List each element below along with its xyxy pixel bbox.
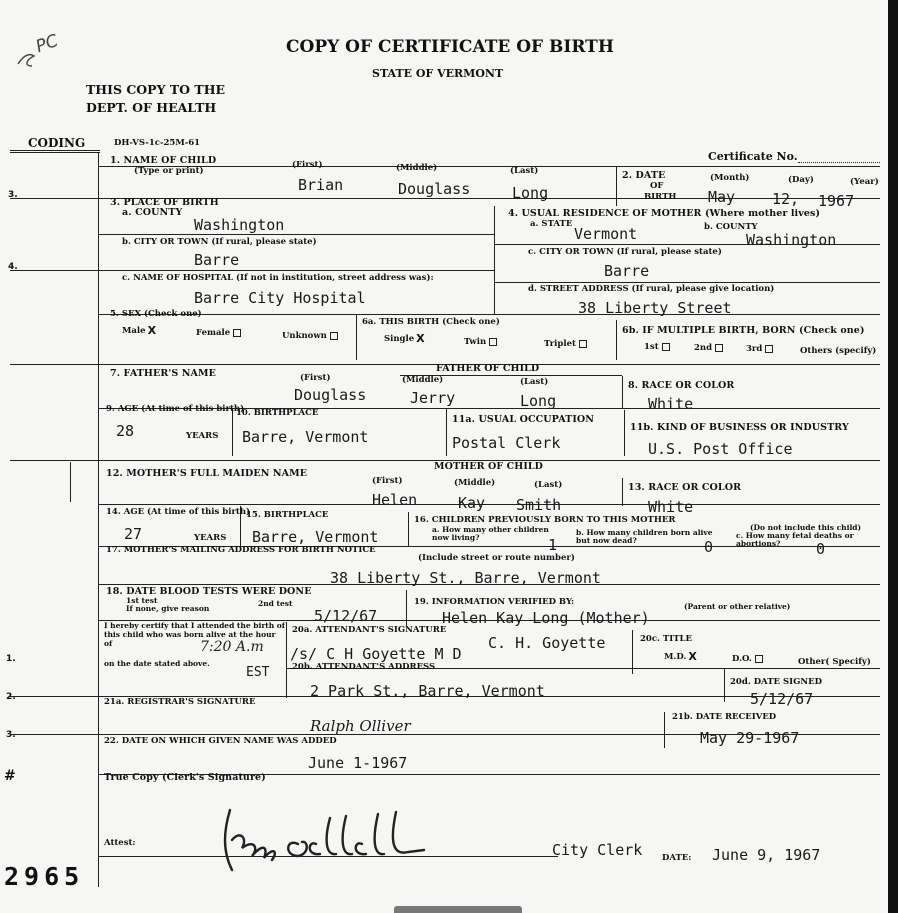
registrar-signature: Ralph Olliver <box>310 717 411 735</box>
father-age: 28 <box>116 422 135 440</box>
date-signed: 5/12/67 <box>750 690 814 708</box>
checkbox-icon <box>579 340 587 348</box>
label-industry: 11b. KIND OF BUSINESS OR INDUSTRY <box>630 422 849 433</box>
label-mother-middle: (Middle) <box>454 478 496 488</box>
label-children-dead: b. How many children born alive but now dead? <box>576 528 713 545</box>
label-name-of-child: 1. NAME OF CHILD <box>110 155 217 166</box>
rule <box>446 408 447 456</box>
mother-section-header: MOTHER OF CHILD <box>434 461 544 472</box>
label-year: (Year) <box>850 177 879 187</box>
label-mother-birthplace: 15. BIRTHPLACE <box>246 510 329 520</box>
name-added-date: June 1-1967 <box>308 754 408 772</box>
label-type-print: (Type or print) <box>134 166 204 176</box>
label-attest: Attest: <box>104 838 136 848</box>
label-none-reason: If none, give reason <box>126 604 210 613</box>
certificate-no-line <box>798 162 880 163</box>
title-do-label: D.O. <box>732 654 752 664</box>
rule <box>98 314 880 315</box>
sex-unknown <box>282 331 338 341</box>
children-dead: 0 <box>704 538 714 556</box>
birth-single-label: Single <box>384 334 415 344</box>
copy-to-line2: DEPT. OF HEALTH <box>86 100 217 115</box>
side-mark: 1. <box>6 654 16 664</box>
sex-unknown-label: Unknown <box>282 331 327 341</box>
children-living: 1 <box>548 536 558 554</box>
label-of: OF <box>650 181 664 191</box>
checkbox-icon <box>765 345 773 353</box>
fetal-deaths: 0 <box>816 540 826 558</box>
born-second-label: 2nd <box>694 343 713 353</box>
attendant-signature: C. H. Goyette <box>488 634 606 652</box>
time-zone: EST <box>246 665 270 680</box>
checkbox-icon <box>489 338 497 346</box>
title-md <box>664 649 697 663</box>
rule <box>98 166 880 167</box>
sex-female-label: Female <box>196 328 231 338</box>
born-second <box>694 343 723 353</box>
sex-male <box>122 323 157 337</box>
label-second-test: 2nd test <box>258 599 293 608</box>
rule <box>10 270 494 271</box>
mother-last-name: Smith <box>516 496 562 514</box>
page-title: COPY OF CERTIFICATE OF BIRTH <box>286 37 614 57</box>
label-occupation: 11a. USUAL OCCUPATION <box>452 414 595 425</box>
checkbox-icon <box>755 655 763 663</box>
birth-triplet-label: Triplet <box>544 339 576 349</box>
birth-year: 1967 <box>818 192 855 210</box>
clerk-date: June 9, 1967 <box>712 846 821 864</box>
rule <box>98 504 880 505</box>
rule <box>232 408 233 456</box>
checkbox-icon <box>662 343 670 351</box>
res-state: Vermont <box>574 225 638 243</box>
label-children: 16. CHILDREN PREVIOUSLY BORN TO THIS MOTHER <box>414 515 676 525</box>
file-number: 2965 <box>4 862 85 891</box>
label-attendant-signature: 20a. ATTENDANT'S SIGNATURE <box>292 625 447 635</box>
label-name-added: 22. DATE ON WHICH GIVEN NAME WAS ADDED <box>104 736 337 746</box>
mother-first-name: Helen <box>372 491 418 509</box>
checkbox-icon <box>330 332 338 340</box>
sex-female <box>196 328 241 338</box>
label-mother-years: YEARS <box>194 533 227 543</box>
certify-text-2: on the date stated above. <box>104 659 210 668</box>
title-md-check: X <box>688 649 697 663</box>
label-mother-last: (Last) <box>534 480 563 490</box>
label-verified-by: 19. INFORMATION VERIFIED BY: <box>414 597 575 607</box>
label-children-note: (Do not include this child) <box>750 523 862 532</box>
birth-county: Washington <box>194 216 285 234</box>
clerk-signature-scribble <box>212 800 502 880</box>
birth-day: 12, <box>772 190 800 208</box>
father-occupation: Postal Clerk <box>452 434 561 452</box>
label-city-town: b. CITY OR TOWN (If rural, please state) <box>122 237 317 247</box>
birth-single-check: X <box>416 331 425 345</box>
label-multiple-birth: 6b. IF MULTIPLE BIRTH, BORN (Check one) <box>622 325 865 336</box>
attendant-typed-name: /s/ C H Goyette M D <box>290 645 462 663</box>
label-registrar: 21a. REGISTRAR'S SIGNATURE <box>104 697 256 707</box>
date-received: May 29-1967 <box>700 729 800 747</box>
label-res-state: a. STATE <box>530 219 573 229</box>
label-date-received: 21b. DATE RECEIVED <box>672 712 777 722</box>
label-hospital: c. NAME OF HOSPITAL (If not in institution, street address was): <box>122 273 434 283</box>
birth-triplet <box>544 339 587 349</box>
child-middle-name: Douglass <box>398 180 471 198</box>
rule <box>616 166 617 206</box>
label-mailing-address: 17. MOTHER'S MAILING ADDRESS FOR BIRTH NOTICE <box>106 545 376 555</box>
label-title: 20c. TITLE <box>640 634 693 644</box>
mother-race: White <box>648 498 694 516</box>
label-date: 2. DATE <box>622 170 666 181</box>
label-father-last: (Last) <box>520 377 549 387</box>
child-last-name: Long <box>512 184 549 202</box>
label-res-street: d. STREET ADDRESS (If rural, please give location) <box>528 284 775 294</box>
rule <box>622 376 623 408</box>
title-other: Other( Specify) <box>798 657 871 667</box>
father-first-name: Douglass <box>294 386 367 404</box>
label-father-first: (First) <box>300 373 331 383</box>
born-third-label: 3rd <box>746 344 763 354</box>
attendant-address: 2 Park St., Barre, Vermont <box>310 682 545 700</box>
label-middle: (Middle) <box>396 163 438 173</box>
mother-birthplace: Barre, Vermont <box>252 528 379 546</box>
label-clerk-date: DATE: <box>662 853 692 863</box>
rule <box>70 462 71 502</box>
father-race: White <box>648 395 694 413</box>
label-birth: BIRTH <box>644 192 677 202</box>
title-do <box>732 654 763 664</box>
father-section-header: FATHER OF CHILD <box>436 363 540 374</box>
copy-to-line1: THIS COPY TO THE <box>86 82 226 97</box>
born-others: Others (specify) <box>800 346 877 356</box>
label-fetal-deaths: c. How many fetal deaths or abortions? <box>736 531 854 548</box>
label-this-birth: 6a. THIS BIRTH (Check one) <box>362 317 500 327</box>
side-mark: 3. <box>8 190 18 200</box>
mother-middle-name: Kay <box>458 494 486 512</box>
label-mother-race: 13. RACE OR COLOR <box>628 482 742 493</box>
side-mark: 3. <box>6 730 16 740</box>
label-attendant-address: 20b. ATTENDANT'S ADDRESS <box>292 662 436 672</box>
label-date-signed: 20d. DATE SIGNED <box>730 677 822 687</box>
label-father-birthplace: 10. BIRTHPLACE <box>236 408 319 418</box>
label-true-copy: True Copy (Clerk's Signature) <box>104 772 266 783</box>
sex-male-check: X <box>147 323 157 337</box>
birth-twin-label: Twin <box>464 337 487 347</box>
label-mother-first: (First) <box>372 476 403 486</box>
label-res-city: c. CITY OR TOWN (If rural, please state) <box>528 247 722 257</box>
verified-by: Helen Kay Long (Mother) <box>442 609 650 627</box>
sex-male-label: Male <box>122 326 146 336</box>
label-residence: 4. USUAL RESIDENCE OF MOTHER (Where mother lives) <box>508 208 821 219</box>
label-first: (First) <box>292 160 323 170</box>
birth-twin <box>464 337 497 347</box>
rule <box>408 512 409 546</box>
birth-month: May <box>708 188 736 206</box>
label-father-race: 8. RACE OR COLOR <box>628 380 735 391</box>
birth-hour: 7:20 A.m <box>200 639 264 655</box>
corner-mark: PC <box>33 30 61 58</box>
title-md-label: M.D. <box>664 652 687 662</box>
mother-age: 27 <box>124 525 143 543</box>
birth-city: Barre <box>194 251 240 269</box>
father-industry: U.S. Post Office <box>648 440 793 458</box>
birth-hospital: Barre City Hospital <box>194 289 366 307</box>
father-last-name: Long <box>520 392 557 410</box>
label-res-county: b. COUNTY <box>704 222 758 232</box>
left-margin-line <box>98 152 99 887</box>
mailing-address: 38 Liberty St., Barre, Vermont <box>330 569 601 587</box>
rule <box>286 622 287 698</box>
checkbox-icon <box>233 329 241 337</box>
rule <box>98 234 494 235</box>
father-birthplace: Barre, Vermont <box>242 428 369 446</box>
rule <box>622 478 623 506</box>
res-city: Barre <box>604 262 650 280</box>
res-street: 38 Liberty Street <box>578 299 732 317</box>
rule <box>10 152 100 153</box>
rule <box>624 410 625 456</box>
city-clerk-label: City Clerk <box>552 841 643 859</box>
label-mother-name: 12. MOTHER'S FULL MAIDEN NAME <box>106 468 308 479</box>
res-county: Washington <box>746 231 837 249</box>
label-father-name: 7. FATHER'S NAME <box>110 368 216 379</box>
born-third <box>746 344 773 354</box>
label-day: (Day) <box>788 175 814 185</box>
label-sex: 5. SEX (Check one) <box>110 309 202 319</box>
label-county: a. COUNTY <box>122 207 183 218</box>
rule <box>356 314 357 360</box>
coding-label: CODING <box>28 136 86 150</box>
label-verified-note: (Parent or other relative) <box>684 602 791 611</box>
scan-artifact <box>394 906 522 913</box>
certificate-no-label: Certificate No. <box>708 150 798 163</box>
born-first-label: 1st <box>644 342 659 352</box>
born-first <box>644 342 670 352</box>
label-father-middle: (Middle) <box>402 375 444 385</box>
label-blood-tests: 18. DATE BLOOD TESTS WERE DONE <box>106 586 312 597</box>
blood-test-date: 5/12/67 <box>314 607 378 625</box>
rule <box>616 320 617 360</box>
label-children-living: a. How many other children now living? <box>432 525 549 542</box>
label-last: (Last) <box>510 166 539 176</box>
state-title: STATE OF VERMONT <box>372 67 504 80</box>
father-middle-name: Jerry <box>410 389 456 407</box>
label-month: (Month) <box>710 173 750 183</box>
label-years: YEARS <box>186 431 219 441</box>
rule <box>664 712 665 748</box>
child-first-name: Brian <box>298 176 344 194</box>
side-mark: 4. <box>8 262 18 272</box>
birth-single <box>384 331 425 345</box>
certify-text: I hereby certify that I attended the birth of this child who was born alive at the hour of <box>104 621 286 648</box>
label-mother-age: 14. AGE (At time of this birth) <box>106 507 251 517</box>
label-mailing-note: (Include street or route number) <box>418 553 575 563</box>
form-number: DH-VS-1c-25M-61 <box>114 138 201 148</box>
checkbox-icon <box>715 344 723 352</box>
label-father-age: 9. AGE (At time of this birth) <box>106 404 245 414</box>
side-mark: # <box>4 768 16 784</box>
rule <box>494 206 495 314</box>
side-mark: 2. <box>6 692 16 702</box>
label-place-of-birth: 3. PLACE OF BIRTH <box>110 197 219 208</box>
label-first-test: 1st test <box>126 596 158 605</box>
